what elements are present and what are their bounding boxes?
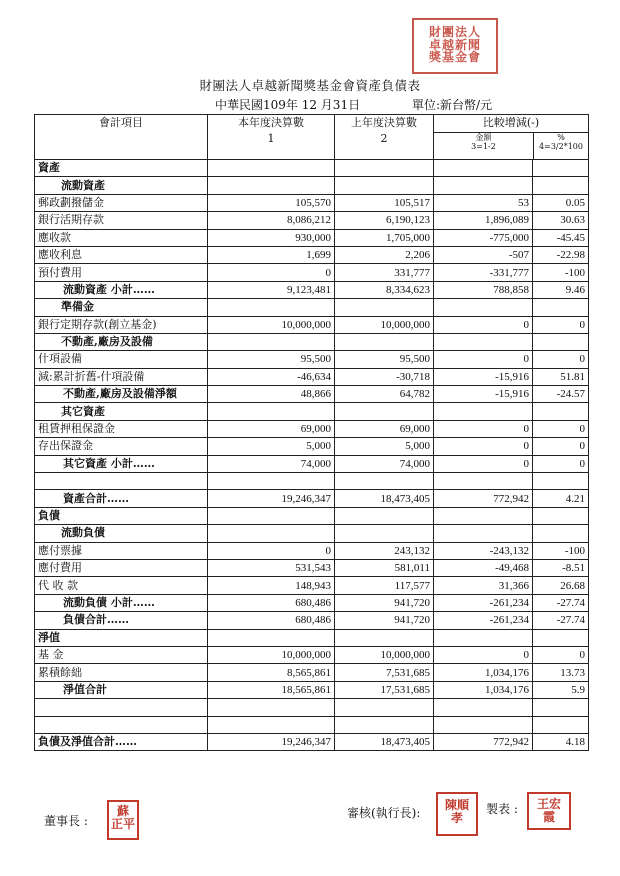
balance-sheet-table <box>34 114 589 751</box>
table-row <box>35 281 589 298</box>
prior-year-cell <box>335 507 434 524</box>
change-percent-cell <box>533 177 589 194</box>
preparer-seal: 王宏 霞 <box>527 792 571 830</box>
current-year-cell <box>208 507 335 524</box>
account-item-cell: 基 金 <box>35 646 208 663</box>
account-item-cell <box>35 699 208 716</box>
change-percent-cell: -45.45 <box>533 229 589 246</box>
current-year-cell: 531,543 <box>208 559 335 576</box>
current-year-cell <box>208 299 335 316</box>
change-amount-cell: 53 <box>434 194 533 211</box>
change-amount-cell: 1,034,176 <box>434 681 533 698</box>
table-row <box>35 490 589 507</box>
account-item-cell: 流動資產 <box>35 177 208 194</box>
table-row <box>35 664 589 681</box>
change-amount-cell <box>434 629 533 646</box>
change-percent-cell: 9.46 <box>533 281 589 298</box>
change-percent-cell: 4.21 <box>533 490 589 507</box>
table-row <box>35 368 589 385</box>
prior-year-cell: 331,777 <box>335 264 434 281</box>
current-year-cell: 680,486 <box>208 594 335 611</box>
prior-year-cell <box>335 299 434 316</box>
change-percent-cell <box>533 629 589 646</box>
current-year-cell: 8,565,861 <box>208 664 335 681</box>
table-row <box>35 699 589 716</box>
current-year-cell: 19,246,347 <box>208 490 335 507</box>
table-row <box>35 212 589 229</box>
current-year-cell: 1,699 <box>208 246 335 263</box>
change-amount-cell: -49,468 <box>434 559 533 576</box>
change-amount-cell: 31,366 <box>434 577 533 594</box>
change-amount-cell <box>434 716 533 733</box>
current-year-cell <box>208 699 335 716</box>
change-percent-cell <box>533 473 589 490</box>
header-item: 會計項目 <box>35 115 208 160</box>
change-percent-cell <box>533 160 589 177</box>
current-year-cell: 105,570 <box>208 194 335 211</box>
change-percent-cell: 0 <box>533 438 589 455</box>
table-row <box>35 438 589 455</box>
prior-year-cell: 6,190,123 <box>335 212 434 229</box>
change-amount-cell: 0 <box>434 316 533 333</box>
document-title: 財團法人卓越新聞獎基金會資產負債表 <box>199 78 421 93</box>
table-row <box>35 629 589 646</box>
change-percent-cell: 13.73 <box>533 664 589 681</box>
change-amount-cell: -243,132 <box>434 542 533 559</box>
prior-year-cell: -30,718 <box>335 368 434 385</box>
prior-year-cell <box>335 473 434 490</box>
prior-year-cell <box>335 629 434 646</box>
current-year-cell: -46,634 <box>208 368 335 385</box>
account-item-cell: 不動產,廠房及設備 <box>35 333 208 350</box>
account-item-cell: 準備金 <box>35 299 208 316</box>
table-row <box>35 681 589 698</box>
table-row <box>35 386 589 403</box>
account-item-cell: 累積餘絀 <box>35 664 208 681</box>
account-item-cell: 存出保證金 <box>35 438 208 455</box>
account-item-cell: 應收款 <box>35 229 208 246</box>
current-year-cell: 48,866 <box>208 386 335 403</box>
change-amount-cell <box>434 299 533 316</box>
account-item-cell: 負債及淨值合計…… <box>35 733 208 750</box>
current-year-cell: 148,943 <box>208 577 335 594</box>
table-row <box>35 733 589 750</box>
table-row <box>35 264 589 281</box>
change-percent-cell <box>533 699 589 716</box>
current-year-cell <box>208 629 335 646</box>
table-row <box>35 559 589 576</box>
change-percent-cell: 0 <box>533 351 589 368</box>
currency-unit: 單位:新台幣/元 <box>412 98 493 112</box>
prior-year-cell: 117,577 <box>335 577 434 594</box>
change-amount-cell: 0 <box>434 420 533 437</box>
current-year-cell: 19,246,347 <box>208 733 335 750</box>
change-percent-cell: -24.57 <box>533 386 589 403</box>
change-amount-cell <box>434 177 533 194</box>
table-row <box>35 716 589 733</box>
executive-seal: 陳順 孝 <box>436 792 478 836</box>
table-row <box>35 403 589 420</box>
header-current: 本年度決算數 1 <box>208 115 335 160</box>
table-row <box>35 646 589 663</box>
account-item-cell: 不動產,廠房及設備淨額 <box>35 386 208 403</box>
change-amount-cell: 772,942 <box>434 733 533 750</box>
current-year-cell: 5,000 <box>208 438 335 455</box>
current-year-cell <box>208 403 335 420</box>
account-item-cell: 銀行定期存款(創立基金) <box>35 316 208 333</box>
account-item-cell: 代 收 款 <box>35 577 208 594</box>
account-item-cell: 銀行活期存款 <box>35 212 208 229</box>
account-item-cell: 流動負債 小計…… <box>35 594 208 611</box>
account-item-cell <box>35 473 208 490</box>
account-item-cell: 預付費用 <box>35 264 208 281</box>
prior-year-cell: 95,500 <box>335 351 434 368</box>
table-row <box>35 525 589 542</box>
change-percent-cell <box>533 333 589 350</box>
current-year-cell: 95,500 <box>208 351 335 368</box>
table-body <box>35 160 589 751</box>
change-amount-cell: -15,916 <box>434 386 533 403</box>
account-item-cell: 負債 <box>35 507 208 524</box>
account-item-cell: 郵政劃撥儲金 <box>35 194 208 211</box>
table-row <box>35 299 589 316</box>
current-year-cell <box>208 177 335 194</box>
change-percent-cell: -22.98 <box>533 246 589 263</box>
change-amount-cell <box>434 699 533 716</box>
table-row <box>35 316 589 333</box>
prior-year-cell: 105,517 <box>335 194 434 211</box>
change-amount-cell: 0 <box>434 455 533 472</box>
change-amount-cell: -261,234 <box>434 612 533 629</box>
prior-year-cell: 64,782 <box>335 386 434 403</box>
change-amount-cell <box>434 333 533 350</box>
prior-year-cell <box>335 333 434 350</box>
table-row <box>35 333 589 350</box>
change-percent-cell: 0 <box>533 646 589 663</box>
change-amount-cell <box>434 160 533 177</box>
change-percent-cell <box>533 299 589 316</box>
change-percent-cell: -100 <box>533 542 589 559</box>
prior-year-cell: 17,531,685 <box>335 681 434 698</box>
change-percent-cell <box>533 507 589 524</box>
account-item-cell: 淨值 <box>35 629 208 646</box>
change-amount-cell: 1,896,089 <box>434 212 533 229</box>
report-date: 中華民國109年 12 月31日 <box>215 98 361 112</box>
change-amount-cell <box>434 403 533 420</box>
change-percent-cell: 0 <box>533 316 589 333</box>
account-item-cell: 減:累計折舊-什項設備 <box>35 368 208 385</box>
prior-year-cell: 18,473,405 <box>335 490 434 507</box>
current-year-cell <box>208 160 335 177</box>
change-percent-cell <box>533 525 589 542</box>
header-prior: 上年度決算數 2 <box>335 115 434 160</box>
chairman-signature-label: 董事長 : <box>44 814 88 828</box>
table-row <box>35 594 589 611</box>
prior-year-cell <box>335 160 434 177</box>
change-amount-cell: -775,000 <box>434 229 533 246</box>
table-row <box>35 542 589 559</box>
current-year-cell: 930,000 <box>208 229 335 246</box>
prior-year-cell: 1,705,000 <box>335 229 434 246</box>
prior-year-cell: 7,531,685 <box>335 664 434 681</box>
current-year-cell: 0 <box>208 264 335 281</box>
prior-year-cell: 8,334,623 <box>335 281 434 298</box>
table-row <box>35 351 589 368</box>
table-header-row <box>35 115 589 160</box>
current-year-cell <box>208 525 335 542</box>
change-amount-cell <box>434 507 533 524</box>
prior-year-cell <box>335 403 434 420</box>
change-amount-cell: 772,942 <box>434 490 533 507</box>
table-row <box>35 455 589 472</box>
prior-year-cell <box>335 716 434 733</box>
account-item-cell: 淨值合計 <box>35 681 208 698</box>
prior-year-cell <box>335 525 434 542</box>
prior-year-cell: 18,473,405 <box>335 733 434 750</box>
current-year-cell: 18,565,861 <box>208 681 335 698</box>
table-row <box>35 246 589 263</box>
prior-year-cell <box>335 699 434 716</box>
table-row <box>35 577 589 594</box>
header-compare: 比較增減(-) 金額 3=1-2 % 4=3/2*100 <box>434 115 589 160</box>
account-item-cell: 什項設備 <box>35 351 208 368</box>
current-year-cell <box>208 716 335 733</box>
prior-year-cell: 941,720 <box>335 612 434 629</box>
foundation-seal: 財團法人 卓越新聞 獎基金會 <box>412 18 498 74</box>
account-item-cell: 流動負債 <box>35 525 208 542</box>
account-item-cell: 負債合計…… <box>35 612 208 629</box>
prior-year-cell: 74,000 <box>335 455 434 472</box>
change-amount-cell: -507 <box>434 246 533 263</box>
current-year-cell: 680,486 <box>208 612 335 629</box>
change-amount-cell <box>434 473 533 490</box>
change-percent-cell: 0 <box>533 420 589 437</box>
table-row <box>35 420 589 437</box>
executive-signature-label: 審核(執行長): <box>347 806 421 820</box>
current-year-cell: 9,123,481 <box>208 281 335 298</box>
account-item-cell: 資產合計…… <box>35 490 208 507</box>
account-item-cell: 資產 <box>35 160 208 177</box>
change-amount-cell: 788,858 <box>434 281 533 298</box>
current-year-cell: 10,000,000 <box>208 646 335 663</box>
change-percent-cell: -100 <box>533 264 589 281</box>
change-percent-cell <box>533 716 589 733</box>
current-year-cell <box>208 473 335 490</box>
chairman-seal: 蘇 正平 <box>107 800 139 840</box>
prior-year-cell <box>335 177 434 194</box>
table-row <box>35 612 589 629</box>
current-year-cell: 0 <box>208 542 335 559</box>
current-year-cell: 69,000 <box>208 420 335 437</box>
prior-year-cell: 5,000 <box>335 438 434 455</box>
account-item-cell: 其它資產 <box>35 403 208 420</box>
change-amount-cell: 0 <box>434 438 533 455</box>
change-percent-cell: 51.81 <box>533 368 589 385</box>
change-percent-cell <box>533 403 589 420</box>
change-amount-cell: -261,234 <box>434 594 533 611</box>
current-year-cell <box>208 333 335 350</box>
account-item-cell: 應付費用 <box>35 559 208 576</box>
change-percent-cell: -8.51 <box>533 559 589 576</box>
account-item-cell <box>35 716 208 733</box>
change-amount-cell: 0 <box>434 646 533 663</box>
change-percent-cell: 5.9 <box>533 681 589 698</box>
table-row <box>35 507 589 524</box>
prior-year-cell: 2,206 <box>335 246 434 263</box>
change-percent-cell: -27.74 <box>533 594 589 611</box>
prior-year-cell: 10,000,000 <box>335 646 434 663</box>
prior-year-cell: 10,000,000 <box>335 316 434 333</box>
prior-year-cell: 941,720 <box>335 594 434 611</box>
change-amount-cell: 0 <box>434 351 533 368</box>
current-year-cell: 8,086,212 <box>208 212 335 229</box>
account-item-cell: 流動資產 小計…… <box>35 281 208 298</box>
change-amount-cell: -15,916 <box>434 368 533 385</box>
change-percent-cell: -27.74 <box>533 612 589 629</box>
current-year-cell: 10,000,000 <box>208 316 335 333</box>
change-amount-cell: -331,777 <box>434 264 533 281</box>
table-row <box>35 194 589 211</box>
account-item-cell: 其它資產 小計…… <box>35 455 208 472</box>
change-amount-cell: 1,034,176 <box>434 664 533 681</box>
account-item-cell: 應付票據 <box>35 542 208 559</box>
change-percent-cell: 26.68 <box>533 577 589 594</box>
table-row <box>35 177 589 194</box>
change-percent-cell: 30.63 <box>533 212 589 229</box>
account-item-cell: 租賃押租保證金 <box>35 420 208 437</box>
current-year-cell: 74,000 <box>208 455 335 472</box>
account-item-cell: 應收利息 <box>35 246 208 263</box>
prior-year-cell: 243,132 <box>335 542 434 559</box>
change-percent-cell: 4.18 <box>533 733 589 750</box>
prior-year-cell: 69,000 <box>335 420 434 437</box>
change-percent-cell: 0.05 <box>533 194 589 211</box>
prior-year-cell: 581,011 <box>335 559 434 576</box>
change-amount-cell <box>434 525 533 542</box>
change-percent-cell: 0 <box>533 455 589 472</box>
table-row <box>35 160 589 177</box>
preparer-signature-label: 製表 : <box>486 802 518 816</box>
table-row <box>35 473 589 490</box>
table-row <box>35 229 589 246</box>
